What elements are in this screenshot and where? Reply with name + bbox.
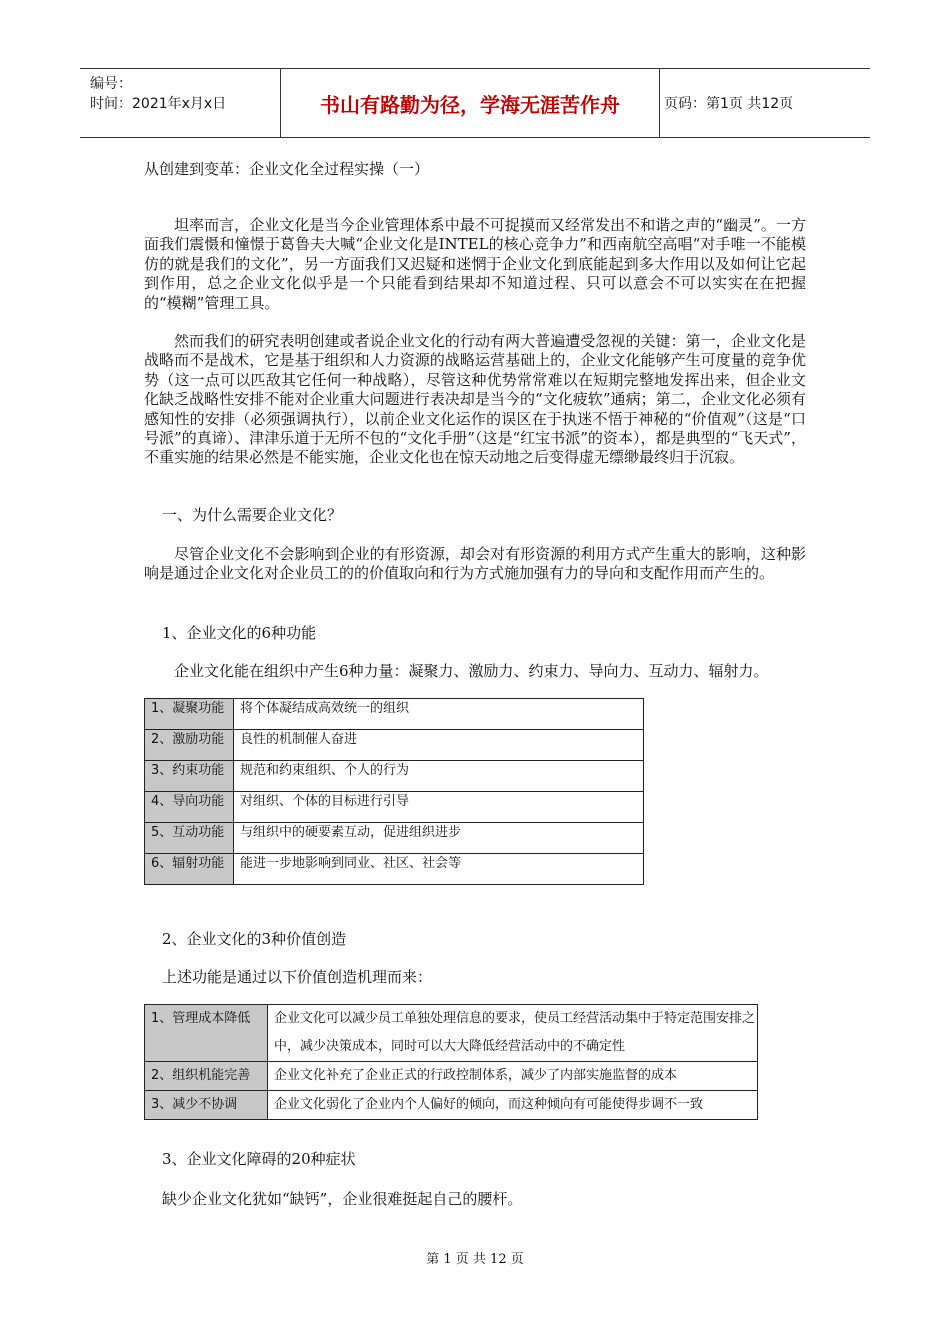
header-meta [80,69,281,137]
function-name: 2、激励功能 [145,730,234,761]
function-desc: 与组织中的硬要素互动，促进组织进步 [234,823,644,854]
section-heading-1: 一、为什么需要企业文化？ [162,506,343,524]
header-page-info: 页码：第1页 共12页 [664,96,794,112]
paragraph-6: 缺少企业文化犹如“缺钙”，企业很难挺起自己的腰杆。 [162,1190,523,1208]
value-creation-table [144,1004,758,1120]
function-name: 6、辐射功能 [145,854,234,885]
function-desc: 良性的机制催人奋进 [234,730,644,761]
page-footer: 第 1 页 共 12 页 [426,1252,524,1267]
function-name: 5、互动功能 [145,823,234,854]
function-desc: 能进一步地影响到同业、社区、社会等 [234,854,644,885]
function-desc: 规范和约束组织、个人的行为 [234,761,644,792]
value-desc: 企业文化弱化了企业内个人偏好的倾向，而这种倾向有可能使得步调不一致 [268,1091,758,1120]
paragraph-1: 坦率而言，企业文化是当今企业管理体系中最不可捉摸而又经常发出不和谐之声的“幽灵”。一方面我们震慑和憧憬于葛鲁夫大喊“企业文化是INTEL的核心竞争力”和西南航空高唱“对手唯一不能模仿的就是我们的文化”，另一方面我们又迟疑和迷惘于企业文化到底能起到多大作用以及如何让它起到作用，总之企业文化似乎是一个只能看到结果却不知道过程、只可以意会不可以实实在在把握的“模糊”管理工具。 [144,216,806,312]
value-name: 2、组织机能完善 [145,1062,268,1091]
page-header [80,68,870,138]
value-name: 3、减少不协调 [145,1091,268,1120]
value-desc: 企业文化补充了企业正式的行政控制体系，减少了内部实施监督的成本 [268,1062,758,1091]
subheading-2: 2、企业文化的3种价值创造 [162,930,347,948]
paragraph-5: 上述功能是通过以下价值创造机理而来： [162,968,433,986]
table-row [145,854,644,885]
paragraph-3: 尽管企业文化不会影响到企业的有形资源，却会对有形资源的利用方式产生重大的影响，这种影响是通过企业文化对企业员工的的价值取向和行为方式施加强有力的导向和支配作用而产生的。 [144,545,806,583]
function-name: 4、导向功能 [145,792,234,823]
document-title: 从创建到变革：企业文化全过程实操（一） [144,160,430,178]
subheading-3: 3、企业文化障碍的20种症状 [162,1150,356,1168]
table-row [145,1005,758,1062]
paragraph-4: 企业文化能在组织中产生6种力量：凝聚力、激励力、约束力、导向力、互动力、辐射力。 [174,662,769,680]
function-desc: 将个体凝结成高效统一的组织 [234,699,644,730]
table-row [145,761,644,792]
function-name: 1、凝聚功能 [145,699,234,730]
date-label: 时间：2021年x月x日 [90,96,227,112]
subheading-1: 1、企业文化的6种功能 [162,624,317,642]
table-row [145,792,644,823]
table-row [145,1091,758,1120]
value-desc: 企业文化可以减少员工单独处理信息的要求，使员工经营活动集中于特定范围安排之中，减少决策成本，同时可以大大降低经营活动中的不确定性 [268,1005,758,1062]
table-row [145,1062,758,1091]
table-row [145,823,644,854]
paragraph-2: 然而我们的研究表明创建或者说企业文化的行动有两大普遍遭受忽视的关键：第一，企业文化是战略而不是战术，它是基于组织和人力资源的战略运营基础上的，企业文化能够产生可度量的竞争优势（这一点可以匹敌其它任何一种战略），尽管这种优势常常难以在短期完整地发挥出来，但企业文化缺乏战略性安排不能对企业重大问题进行表决却是当今的“文化疲软”通病；第二，企业文化必须有感知性的安排（必须强调执行），以前企业文化运作的误区在于执迷不悟于神秘的“价值观”（这是“口号派”的真谛）、津津乐道于无所不包的“文化手册”（这是“红宝书派”的资本），都是典型的“飞天式”，不重实施的结果必然是不能实施，企业文化也在惊天动地之后变得虚无缥缈最终归于沉寂。 [144,332,806,467]
value-name: 1、管理成本降低 [145,1005,268,1062]
function-name: 3、约束功能 [145,761,234,792]
header-motto: 书山有路勤为径，学海无涯苦作舟 [281,69,660,137]
table-row [145,699,644,730]
function-desc: 对组织、个体的目标进行引导 [234,792,644,823]
code-label: 编号： [90,76,132,92]
table-row [145,730,644,761]
functions-table [144,698,644,885]
